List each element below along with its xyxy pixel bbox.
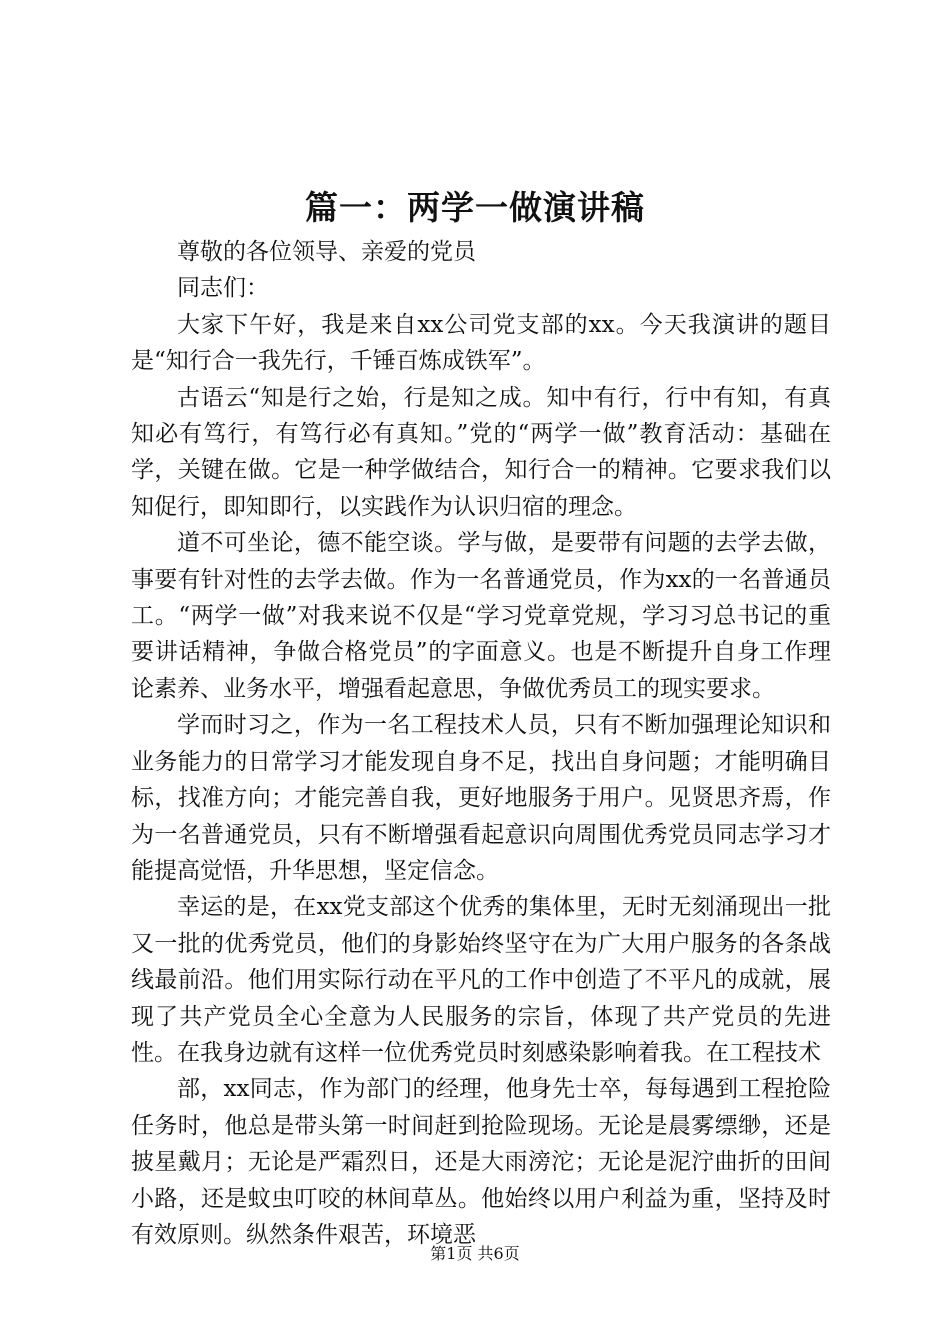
paragraph: 幸运的是，在xx党支部这个优秀的集体里，无时无刻涌现出一批又一批的优秀党员，他们的身影始终坚守在为广大用户服务的各条战线最前沿。他们用实际行动在平凡的工作中创造了不平凡的成就，展现了共产党员全心全意为人民服务的宗旨，体现了共产党员的先进性。在我身边就有这样一位优秀党员时刻感染影响着我。在工程技术 xyxy=(131,894,831,1066)
document-title: 篇一：两学一做演讲稿 xyxy=(305,188,645,227)
document-body xyxy=(131,234,831,1253)
page-footer: 第1页 共6页 xyxy=(430,1244,520,1263)
paragraph-salutation-cont: 同志们： xyxy=(177,275,269,302)
paragraph-salutation: 尊敬的各位领导、亲爱的党员 xyxy=(177,239,476,265)
paragraph: 道不可坐论，德不能空谈。学与做，是要带有问题的去学去做，事要有针对性的去学去做。作为一名普通党员，作为xx的一名普通员工。“两学一做”对我来说不仅是“学习党章党规，学习习总书记的重要讲话精神，争做合格党员”的字面意义。也是不断提升自身工作理论素养、业务水平，增强看起意思，争做优秀员工的现实要求。 xyxy=(131,530,831,702)
paragraph: 大家下午好，我是来自xx公司党支部的xx。今天我演讲的题目是“知行合一我先行，千锤百炼成铁军”。 xyxy=(131,311,831,375)
paragraph: 古语云“知是行之始，行是知之成。知中有行，行中有知，有真知必有笃行，有笃行必有真知。”党的“两学一做”教育活动：基础在学，关键在做。它是一种学做结合，知行合一的精神。它要求我们以知促行，即知即行，以实践作为认识归宿的理念。 xyxy=(131,384,831,520)
paragraph: 部，xx同志，作为部门的经理，他身先士卒，每每遇到工程抢险任务时，他总是带头第一时间赶到抢险现场。无论是晨雾缥缈，还是披星戴月；无论是严霜烈日，还是大雨滂沱；无论是泥泞曲折的田间小路，还是蚊虫叮咬的林间草丛。他始终以用户利益为重，坚持及时有效原则。纵然条件艰苦，环境恶 xyxy=(131,1076,831,1248)
paragraph: 学而时习之，作为一名工程技术人员，只有不断加强理论知识和业务能力的日常学习才能发现自身不足，找出自身问题；才能明确目标，找准方向；才能完善自我，更好地服务于用户。见贤思齐焉，作为一名普通党员，只有不断增强看起意识向周围优秀党员同志学习才能提高觉悟，升华思想，坚定信念。 xyxy=(131,712,831,884)
